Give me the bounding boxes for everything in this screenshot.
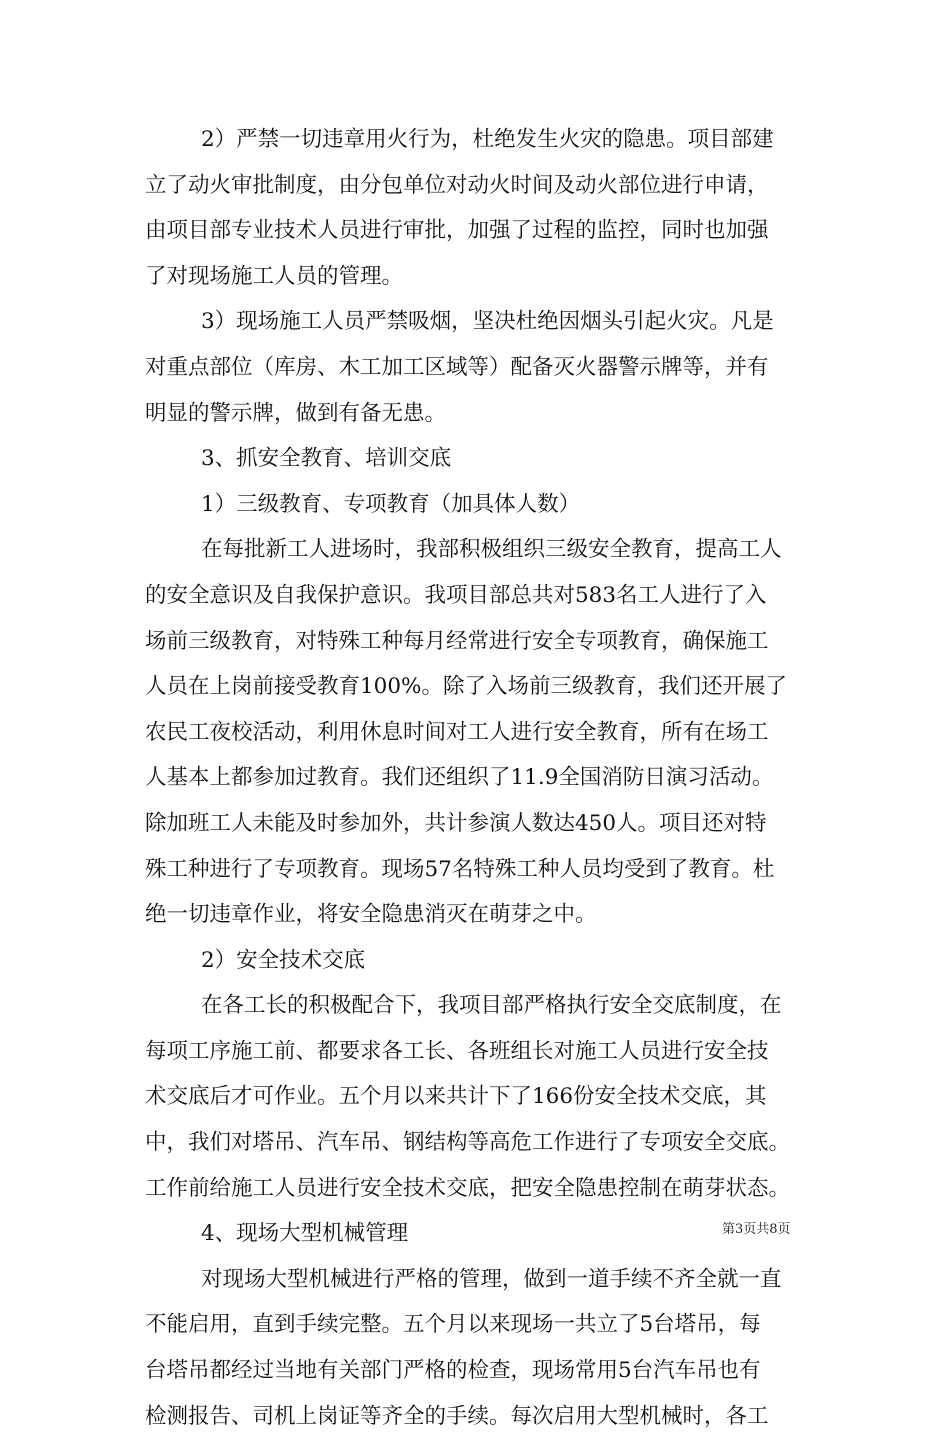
paragraph-line: 殊工种进行了专项教育。现场57名特殊工种人员均受到了教育。杜 [145, 856, 775, 882]
section-heading: 3、抓安全教育、培训交底 [201, 446, 452, 472]
paragraph-line: 中，我们对塔吊、汽车吊、钢结构等高危工作进行了专项安全交底。 [145, 1130, 791, 1156]
paragraph-line: 术交底后才可作业。五个月以来共计下了166份安全技术交底，其 [145, 1084, 767, 1110]
paragraph-line: 在每批新工人进场时，我部积极组织三级安全教育，提高工人 [201, 537, 782, 563]
paragraph-line: 人员在上岗前接受教育100%。除了入场前三级教育，我们还开展了 [145, 674, 787, 700]
paragraph-line: 了对现场施工人员的管理。 [145, 263, 404, 289]
paragraph-line: 明显的警示牌，做到有备无患。 [145, 400, 447, 426]
paragraph-line: 每项工序施工前、都要求各工长、各班组长对施工人员进行安全技 [145, 1038, 769, 1064]
subsection-heading: 2）安全技术交底 [201, 947, 366, 973]
paragraph-line: 台塔吊都经过当地有关部门严格的检查，现场常用5台汽车吊也有 [145, 1358, 761, 1384]
paragraph-line: 人基本上都参加过教育。我们还组织了11.9全国消防日演习活动。 [145, 765, 774, 791]
paragraph-line: 对重点部位（库房、木工加工区域等）配备灭火器警示牌等，并有 [145, 354, 769, 380]
paragraph-line: 农民工夜校活动，利用休息时间对工人进行安全教育，所有在场工 [145, 719, 769, 745]
section-heading: 4、现场大型机械管理 [201, 1221, 409, 1247]
paragraph-line: 的安全意识及自我保护意识。我项目部总共对583名工人进行了入 [145, 582, 767, 608]
page-number: 第3页共8页 [722, 1222, 791, 1237]
paragraph-line: 在各工长的积极配合下，我项目部严格执行安全交底制度，在 [201, 993, 782, 1019]
paragraph-line: 立了动火审批制度，由分包单位对动火时间及动火部位进行申请， [145, 172, 769, 198]
subsection-heading: 1）三级教育、专项教育（加具体人数） [201, 491, 581, 517]
paragraph-line: 除加班工人未能及时参加外，共计参演人数达450人。项目还对特 [145, 810, 767, 836]
paragraph-line: 对现场大型机械进行严格的管理，做到一道手续不齐全就一直 [201, 1266, 782, 1292]
paragraph-line: 检测报告、司机上岗证等齐全的手续。每次启用大型机械时，各工 [145, 1403, 769, 1429]
paragraph-line: 2）严禁一切违章用火行为，杜绝发生火灾的隐患。项目部建 [201, 127, 774, 152]
paragraph-line: 3）现场施工人员严禁吸烟，坚决杜绝因烟头引起火灾。凡是 [201, 309, 774, 335]
paragraph-line: 场前三级教育，对特殊工种每月经常进行安全专项教育，确保施工 [145, 628, 769, 654]
paragraph-line: 绝一切违章作业，将安全隐患消灭在萌芽之中。 [145, 902, 597, 928]
paragraph-line: 不能启用，直到手续完整。五个月以来现场一共立了5台塔吊，每 [145, 1312, 761, 1338]
paragraph-line: 由项目部专业技术人员进行审批，加强了过程的监控，同时也加强 [145, 218, 769, 244]
paragraph-line: 工作前给施工人员进行安全技术交底，把安全隐患控制在萌芽状态。 [145, 1175, 791, 1201]
document-body [145, 117, 815, 1439]
